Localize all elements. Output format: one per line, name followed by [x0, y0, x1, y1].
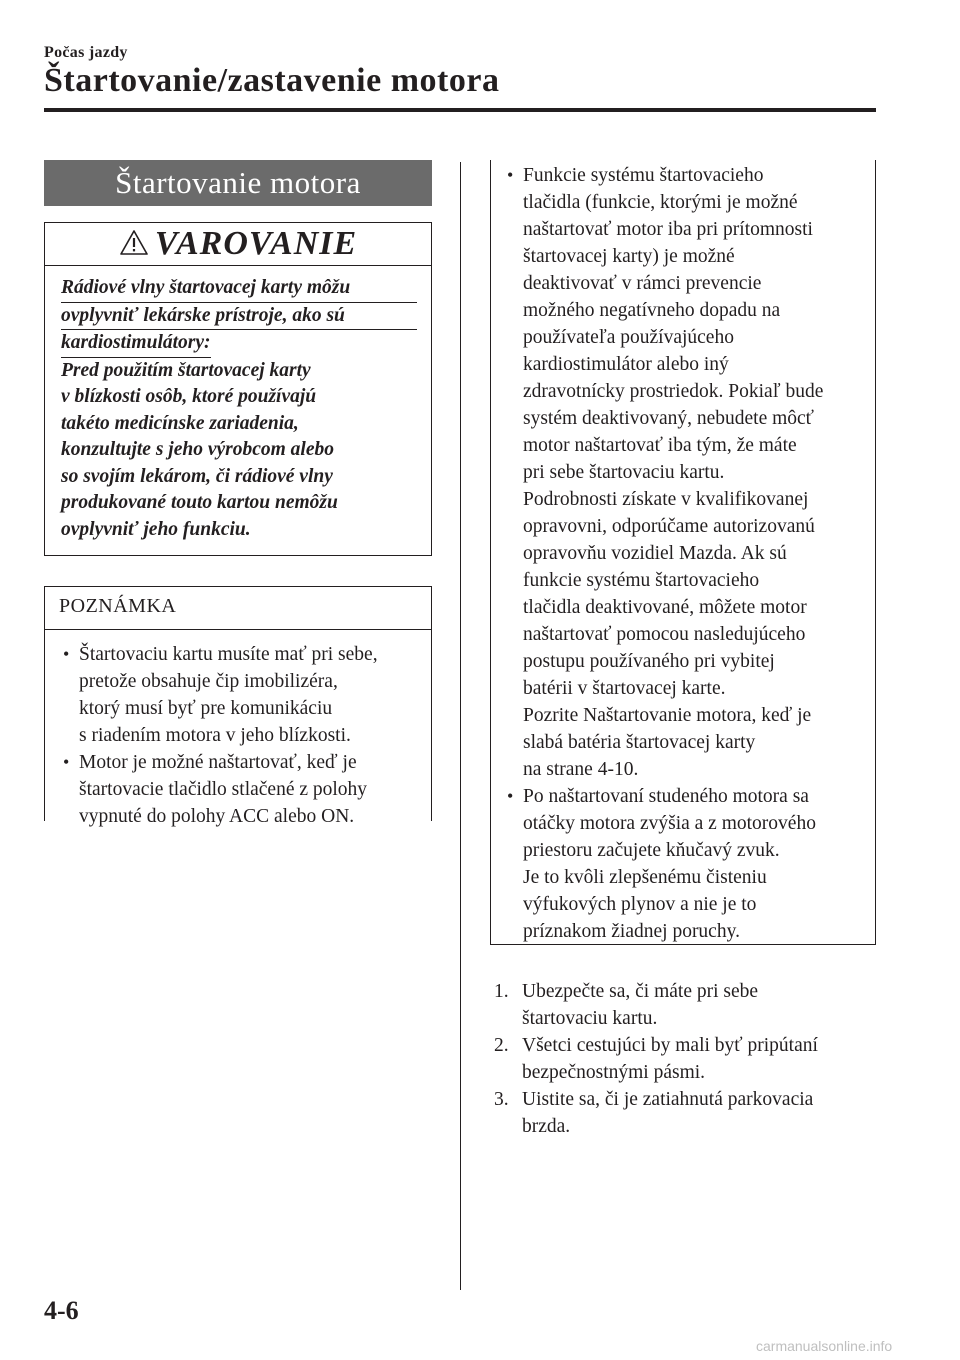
bullet-icon: • — [507, 786, 514, 806]
step-line: štartovaciu kartu. — [522, 1008, 658, 1029]
note-title: POZNÁMKA — [59, 595, 177, 617]
note-line: ktorý musí byť pre komunikáciu — [79, 698, 333, 719]
warning-underlined-line: kardiostimulátory: — [61, 330, 211, 358]
right-note-box — [490, 160, 876, 945]
header-rule — [44, 108, 876, 112]
warning-line: produkované touto kartou nemôžu — [61, 492, 338, 513]
note-line: funkcie systému štartovacieho — [523, 570, 760, 591]
note-line: otáčky motora zvýšia a z motorového — [523, 813, 816, 834]
step-line: Uistite sa, či je zatiahnutá parkovacia — [522, 1089, 814, 1110]
note-line: Funkcie systému štartovacieho — [523, 165, 764, 186]
warning-line: Pred použitím štartovacej karty — [61, 359, 311, 381]
warning-line: v blízkosti osôb, ktoré používajú — [61, 386, 317, 407]
warning-underlined-line: ovplyvniť lekárske prístroje, ako sú — [61, 303, 417, 331]
note-line: opravovňu vozidiel Mazda. Ak sú — [523, 543, 787, 564]
warning-line: ovplyvniť jeho funkciu. — [61, 518, 251, 540]
note-line: výfukových plynov a nie je to — [523, 894, 757, 915]
warning-title: VAROVANIE — [154, 225, 358, 262]
bullet-icon: • — [507, 165, 514, 185]
note-line: štartovacej karty) je možné — [523, 246, 735, 267]
warning-line: konzultujte s jeho výrobcom alebo — [61, 439, 334, 460]
steps-list — [494, 978, 874, 1140]
note-line: tlačidla deaktivované, môžete motor — [523, 597, 807, 618]
note-line: možného negatívneho dopadu na — [523, 300, 781, 321]
list-item — [57, 641, 427, 749]
note-line: tlačidla (funkcie, ktorými je možné — [523, 192, 798, 213]
note-line: pretože obsahuje čip imobilizéra, — [79, 671, 338, 692]
note-line: naštartovať pomocou nasledujúceho — [523, 624, 806, 645]
bullet-icon: • — [63, 644, 70, 664]
note-line: Štartovaciu kartu musíte mať pri sebe, — [79, 644, 378, 665]
step-item — [494, 978, 874, 1032]
step-number: 3. — [494, 1089, 509, 1110]
warning-text — [61, 275, 417, 543]
note-line: Podrobnosti získate v kvalifikovanej — [523, 489, 809, 510]
step-line: brzda. — [522, 1116, 571, 1137]
note-line: motor naštartovať iba tým, že máte — [523, 435, 797, 456]
step-item — [494, 1032, 874, 1086]
note-line: Po naštartovaní studeného motora sa — [523, 786, 809, 807]
note-line: deaktivovať v rámci prevencie — [523, 273, 762, 294]
note-line: Je to kvôli zlepšenému čisteniu — [523, 867, 767, 888]
note-line: vypnuté do polohy ACC alebo ON. — [79, 806, 355, 827]
warning-rule — [45, 265, 431, 266]
warning-underlined-line: Rádiové vlny štartovacej karty môžu — [61, 275, 417, 303]
step-number: 1. — [494, 981, 509, 1002]
section-banner: Štartovanie motora — [44, 160, 432, 206]
page-title: Štartovanie/zastavenie motora — [44, 62, 500, 99]
list-item — [501, 162, 871, 783]
step-line: bezpečnostnými pásmi. — [522, 1062, 706, 1083]
note-line: Motor je možné naštartovať, keď je — [79, 752, 357, 773]
warning-triangle-icon — [119, 227, 149, 265]
note-line: pri sebe štartovaciu kartu. — [523, 462, 725, 483]
note-line: zdravotnícky prostriedok. Pokiaľ bude — [523, 381, 824, 402]
note-line: naštartovať motor iba pri prítomnosti — [523, 219, 813, 240]
warning-line: so svojím lekárom, či rádiové vlny — [61, 465, 333, 487]
note-line: batérii v štartovacej karte. — [523, 678, 726, 699]
list-item — [57, 749, 427, 830]
note-line: s riadením motora v jeho blízkosti. — [79, 725, 351, 746]
warning-box — [44, 222, 432, 556]
step-line: Ubezpečte sa, či máte pri sebe — [522, 981, 759, 1002]
note-line: na strane 4-10. — [523, 759, 639, 780]
note-list — [57, 641, 427, 830]
step-number: 2. — [494, 1035, 509, 1056]
note-line: používateľa používajúceho — [523, 327, 734, 348]
note-line: príznakom žiadnej poruchy. — [523, 921, 740, 942]
warning-line: takéto medicínske zariadenia, — [61, 412, 299, 434]
note-rule — [45, 629, 431, 630]
note-line: štartovacie tlačidlo stlačené z polohy — [79, 779, 368, 800]
note-line: opravovni, odporúčame autorizovanú — [523, 516, 815, 537]
page-number: 4-6 — [44, 1296, 79, 1325]
note-line: systém deaktivovaný, nebudete môcť — [523, 408, 815, 429]
section-label: Počas jazdy — [44, 44, 128, 61]
step-item — [494, 1086, 874, 1140]
note-line: priestoru začujete kňučavý zvuk. — [523, 840, 780, 861]
note-line: Pozrite Naštartovanie motora, keď je — [523, 705, 812, 726]
list-item — [501, 783, 871, 945]
note-line: slabá batéria štartovacej karty — [523, 732, 756, 753]
note-line: kardiostimulátor alebo iný — [523, 354, 729, 375]
warning-heading — [45, 225, 431, 265]
bullet-icon: • — [63, 752, 70, 772]
note-box — [44, 586, 432, 827]
column-divider — [460, 162, 461, 1290]
step-line: Všetci cestujúci by mali byť pripútaní — [522, 1035, 818, 1056]
right-note-list — [501, 162, 871, 945]
watermark: carmanualsonline.info — [756, 1338, 893, 1354]
note-line: postupu používaného pri vybitej — [523, 651, 775, 672]
